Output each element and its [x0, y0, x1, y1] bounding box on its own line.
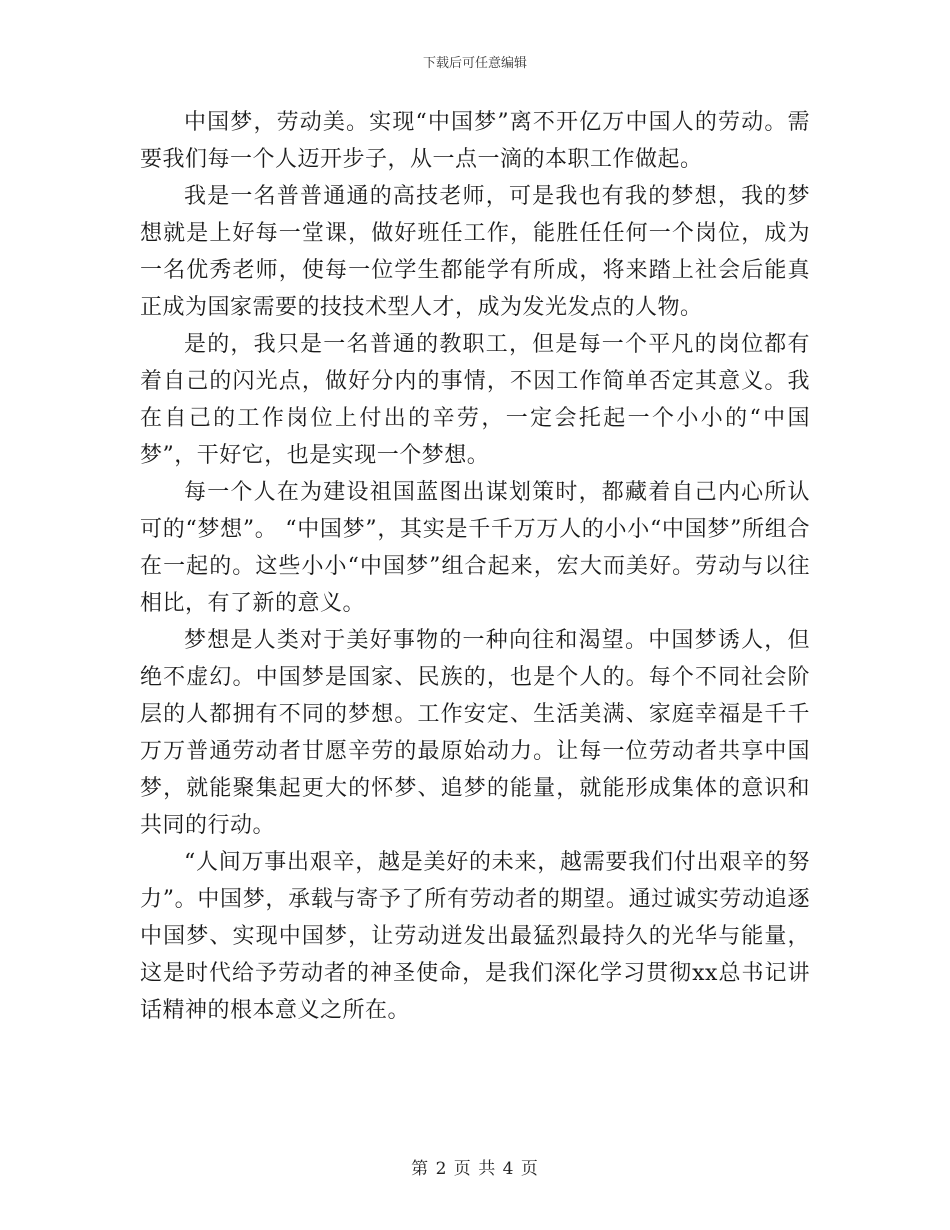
paragraph-2: 我是一名普普通通的高技老师，可是我也有我的梦想，我的梦想就是上好每一堂课，做好班任工作，能胜任任何一个岗位，成为一名优秀老师，使每一位学生都能学有所成，将来踏上社会后能真正成为国家需要的技技术型人才，成为发光发点的人物。 [140, 184, 810, 320]
paragraph-5: 梦想是人类对于美好事物的一种向往和渴望。中国梦诱人，但绝不虚幻。中国梦是国家、民族的，也是个人的。每个不同社会阶层的人都拥有不同的梦想。工作安定、生活美满、家庭幸福是千千万万普通劳动者甘愿辛劳的最原始动力。让每一位劳动者共享中国梦，就能聚集起更大的怀梦、追梦的能量，就能形成集体的意识和共同的行动。 [140, 628, 810, 838]
document-body [140, 104, 810, 1029]
paragraph-6: “人间万事出艰辛，越是美好的未来，越需要我们付出艰辛的努力”。中国梦，承载与寄予了所有劳动者的期望。通过诚实劳动追逐中国梦、实现中国梦，让劳动迸发出最猛烈最持久的光华与能量，这是时代给予劳动者的神圣使命，是我们深化学习贯彻xx总书记讲话精神的根本意义之所在。 [140, 850, 810, 1023]
page-header-note: 下载后可任意编辑 [422, 56, 527, 71]
paragraph-4: 每一个人在为建设祖国蓝图出谋划策时，都藏着自己内心所认可的“梦想”。 “中国梦”，其实是千千万万人的小小“中国梦”所组合在一起的。这些小小“中国梦”组合起来，宏大而美好。劳动与以往相比，有了新的意义。 [140, 480, 810, 616]
page-number: 第 2 页 共 4 页 [411, 1159, 539, 1179]
paragraph-3: 是的，我只是一名普通的教职工，但是每一个平凡的岗位都有着自己的闪光点，做好分内的事情，不因工作简单否定其意义。我在自己的工作岗位上付出的辛劳，一定会托起一个小小的“中国梦”，干好它，也是实现一个梦想。 [140, 332, 810, 468]
paragraph-1: 中国梦，劳动美。实现“中国梦”离不开亿万中国人的劳动。需要我们每一个人迈开步子，从一点一滴的本职工作做起。 [140, 110, 810, 172]
